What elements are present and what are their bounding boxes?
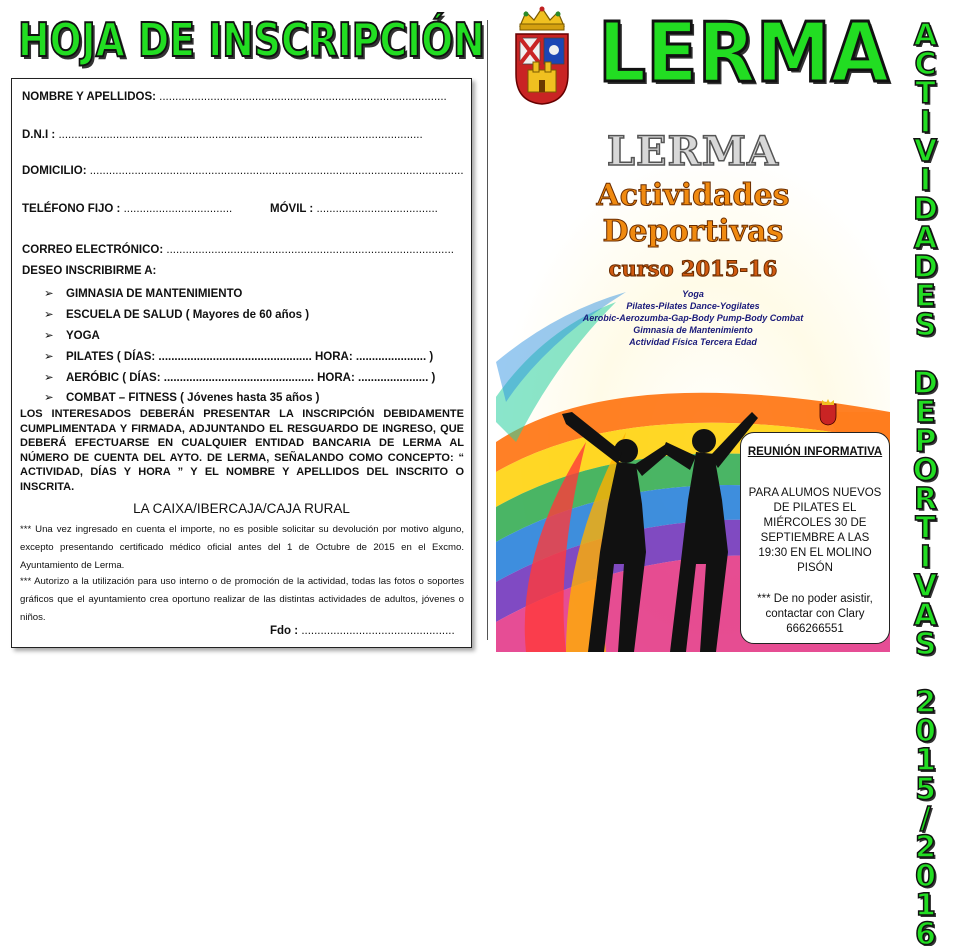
- wish-label: DESEO INSCRIBIRME A:: [22, 265, 157, 277]
- meeting-contact: *** De no poder asistir, contactar con Clary 666266551: [757, 593, 873, 635]
- registration-form: [11, 78, 472, 648]
- poster-course: curso 2015-16: [608, 256, 778, 281]
- form-title: HOJA DE INSCRIPCIÓN: [18, 13, 485, 67]
- name-field[interactable]: [22, 91, 447, 103]
- address-dots: .....................................................................................................................: [89, 165, 464, 177]
- option-label: COMBAT – FITNESS ( Jóvenes hasta 35 años ): [66, 392, 320, 404]
- dni-label: D.N.I :: [22, 129, 56, 141]
- arrow-bullet-icon: ➢: [44, 392, 54, 404]
- dni-field[interactable]: [22, 129, 423, 141]
- payment-notice: LOS INTERESADOS DEBERÁN PRESENTAR LA INSCRIPCIÓN DEBIDAMENTE CUMPLIMENTADA Y FIRMADA, ADJUNTANDO EL RESGUARDO DE INGRESO, QUE DEBERÁ EFECTUARSE EN CUALQUIER ENTIDAD BANCARIA DE LERMA AL NÚMERO DE CUENTA DEL AYTO. DE LERMA, SEÑALANDO COMO CONCEPTO: “ ACTIVIDAD, DÍAS Y HORA ” Y EL NOMBRE Y APELLIDOS DEL INSCRITO O INSCRITA.: [20, 408, 464, 493]
- mobile-field[interactable]: [270, 203, 438, 215]
- arrow-bullet-icon: ➢: [44, 330, 54, 342]
- activity-item: Actividad Física Tercera Edad: [629, 337, 757, 347]
- mobile-dots: ......................................: [316, 203, 438, 215]
- dni-dots: ..................................................................................................................: [58, 129, 423, 141]
- activity-item: Pilates-Pilates Dance-Yogilates: [626, 301, 760, 311]
- option-label: ESCUELA DE SALUD ( Mayores de 60 años ): [66, 309, 310, 321]
- phone-label: TELÉFONO FIJO :: [22, 203, 121, 215]
- cover-title: LERMA: [598, 6, 890, 101]
- email-field[interactable]: [22, 244, 454, 256]
- email-dots: ..........................................................................................: [166, 244, 454, 256]
- vertical-title: ACTIVIDADES DEPORTIVAS 2015/2016: [908, 18, 943, 946]
- signature-dots: ................................................: [301, 625, 455, 637]
- address-label: DOMICILIO:: [22, 165, 87, 177]
- meeting-details: PARA ALUMOS NUEVOS DE PILATES EL MIÉRCOLES 30 DE SEPTIEMBRE A LAS 19:30 EN EL MOLINO PISÓN: [748, 487, 882, 574]
- name-dots: ..........................................................................................: [159, 91, 447, 103]
- option-label: YOGA: [66, 330, 100, 342]
- activity-item: Aerobic-Aerozumba-Gap-Body Pump-Body Combat: [582, 313, 804, 323]
- option-label: AERÓBIC ( DÍAS: ............................................... HORA: ...................... ): [66, 372, 436, 384]
- poster-lerma: LERMA: [606, 128, 780, 175]
- activity-item: Yoga: [682, 289, 704, 299]
- meeting-heading: REUNIÓN INFORMATIVA: [747, 446, 883, 458]
- lerma-coat-of-arms-icon: [512, 4, 572, 108]
- option-escuela-salud[interactable]: [44, 307, 309, 321]
- name-label: NOMBRE Y APELLIDOS:: [22, 91, 156, 103]
- signature-field[interactable]: [270, 625, 455, 637]
- option-label: GIMNASIA DE MANTENIMIENTO: [66, 288, 243, 300]
- arrow-bullet-icon: ➢: [44, 351, 54, 363]
- phone-dots: ..................................: [123, 203, 233, 215]
- option-yoga[interactable]: [44, 328, 100, 342]
- option-pilates[interactable]: [44, 349, 433, 363]
- photo-consent-note: *** Autorizo a la utilización para uso interno o de promoción de la actividad, todas las fotos o soportes gráficos que el ayuntamiento crea oportuno realizar de las distintas actividades de adultos, jóvenes o niños.: [20, 576, 464, 623]
- option-gimnasia[interactable]: [44, 286, 242, 300]
- option-aerobic[interactable]: [44, 370, 435, 384]
- activity-item: Gimnasia de Mantenimiento: [633, 325, 753, 335]
- refund-note: *** Una vez ingresado en cuenta el importe, no es posible solicitar su devolución por motivo alguno, excepto presentando certificado médico oficial antes del 1 de Octubre de 2015 en el Excmo. Ayuntamiento de Lerma.: [20, 524, 464, 571]
- address-field[interactable]: [22, 165, 464, 177]
- option-label: PILATES ( DÍAS: ................................................ HORA: ...................... ): [66, 351, 434, 363]
- arrow-bullet-icon: ➢: [44, 372, 54, 384]
- meeting-info-box: [740, 432, 890, 644]
- phone-field[interactable]: [22, 203, 232, 215]
- poster-title-line1: Actividades: [596, 178, 790, 213]
- small-coat-of-arms-icon: [820, 399, 836, 425]
- mobile-label: MÓVIL :: [270, 203, 314, 215]
- option-combat[interactable]: [44, 390, 320, 404]
- arrow-bullet-icon: ➢: [44, 309, 54, 321]
- signature-label: Fdo :: [270, 625, 299, 637]
- arrow-bullet-icon: ➢: [44, 288, 54, 300]
- email-label: CORREO ELECTRÓNICO:: [22, 244, 164, 256]
- poster-title-line2: Deportivas: [602, 214, 784, 249]
- bank-list: LA CAIXA/IBERCAJA/CAJA RURAL: [133, 501, 350, 516]
- fold-divider: [487, 20, 488, 640]
